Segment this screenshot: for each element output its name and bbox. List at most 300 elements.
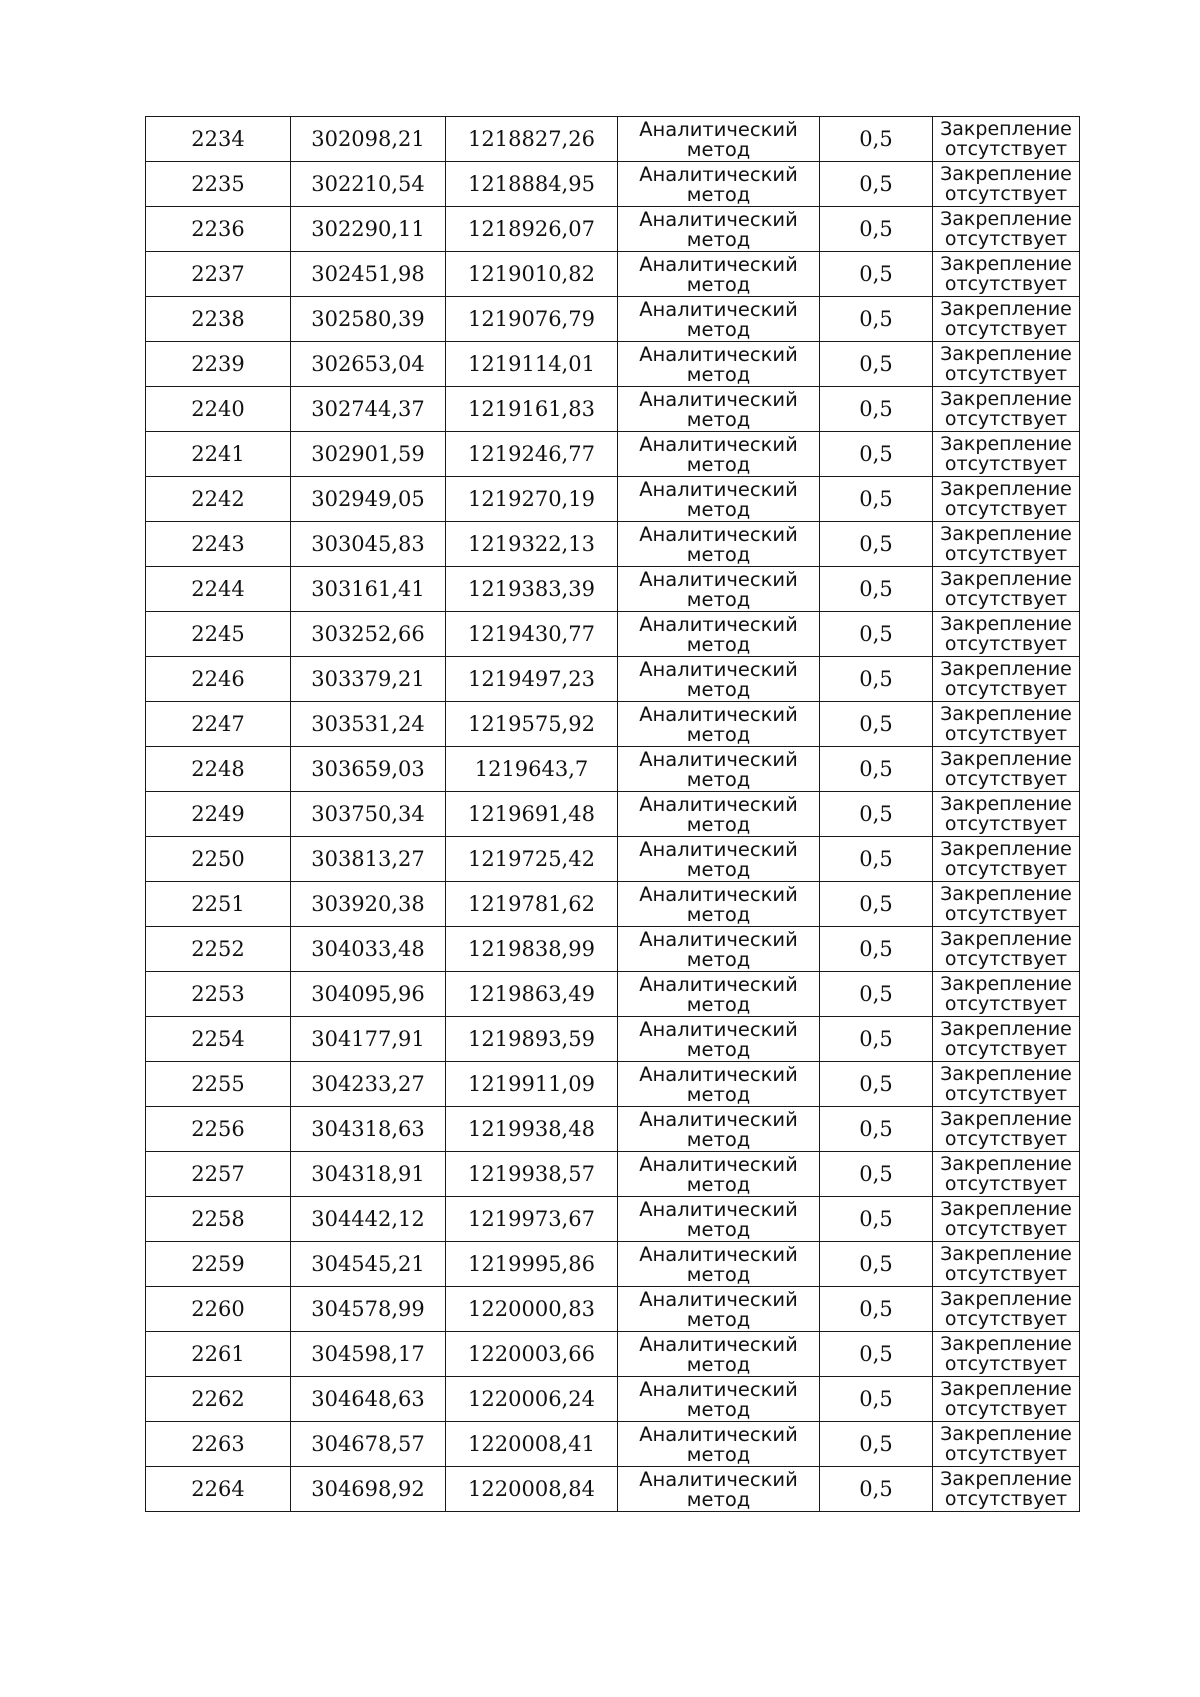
point-number-cell: 2246 <box>146 657 291 702</box>
fixation-line-1: Закрепление <box>940 1017 1072 1040</box>
x-coordinate-cell: 304678,57 <box>291 1422 446 1467</box>
fixation-line-1: Закрепление <box>940 1197 1072 1220</box>
table-row <box>146 702 1080 747</box>
method-line-2: метод <box>686 1442 751 1466</box>
y-coordinate-cell: 1219893,59 <box>446 1017 618 1062</box>
point-number-cell: 2264 <box>146 1467 291 1512</box>
y-coordinate-cell: 1219575,92 <box>446 702 618 747</box>
fixation-line-1: Закрепление <box>940 387 1072 410</box>
method-line-2: метод <box>686 902 751 926</box>
accuracy-cell: 0,5 <box>820 387 933 432</box>
fixation-line-1: Закрепление <box>940 1107 1072 1130</box>
table-row <box>146 972 1080 1017</box>
x-coordinate-cell: 304698,92 <box>291 1467 446 1512</box>
method-cell <box>618 1107 820 1152</box>
fixation-cell <box>933 612 1080 657</box>
accuracy-cell: 0,5 <box>820 432 933 477</box>
point-number-cell: 2256 <box>146 1107 291 1152</box>
method-line-1: Аналитический <box>639 882 798 906</box>
fixation-line-2: отсутствует <box>944 1352 1068 1375</box>
method-line-1: Аналитический <box>639 252 798 276</box>
table-row <box>146 432 1080 477</box>
table-row <box>146 1422 1080 1467</box>
fixation-line-1: Закрепление <box>940 1152 1072 1175</box>
table-row <box>146 252 1080 297</box>
table-row <box>146 522 1080 567</box>
method-line-1: Аналитический <box>639 1107 798 1131</box>
fixation-line-2: отсутствует <box>944 227 1068 250</box>
y-coordinate-cell: 1219383,39 <box>446 567 618 612</box>
fixation-line-1: Закрепление <box>940 522 1072 545</box>
x-coordinate-cell: 304598,17 <box>291 1332 446 1377</box>
fixation-cell <box>933 1107 1080 1152</box>
method-cell <box>618 1467 820 1512</box>
method-cell <box>618 387 820 432</box>
accuracy-cell: 0,5 <box>820 972 933 1017</box>
y-coordinate-cell: 1220006,24 <box>446 1377 618 1422</box>
method-line-1: Аналитический <box>639 927 798 951</box>
method-cell <box>618 702 820 747</box>
fixation-line-2: отсутствует <box>944 1082 1068 1105</box>
x-coordinate-cell: 303161,41 <box>291 567 446 612</box>
x-coordinate-cell: 302210,54 <box>291 162 446 207</box>
point-number-cell: 2239 <box>146 342 291 387</box>
fixation-cell <box>933 1332 1080 1377</box>
accuracy-cell: 0,5 <box>820 1242 933 1287</box>
x-coordinate-cell: 304095,96 <box>291 972 446 1017</box>
table-row <box>146 567 1080 612</box>
accuracy-cell: 0,5 <box>820 1197 933 1242</box>
fixation-cell <box>933 117 1080 162</box>
method-cell <box>618 432 820 477</box>
method-line-1: Аналитический <box>639 1422 798 1446</box>
method-cell <box>618 1152 820 1197</box>
fixation-cell <box>933 792 1080 837</box>
fixation-line-1: Закрепление <box>940 1422 1072 1445</box>
fixation-cell <box>933 702 1080 747</box>
fixation-line-1: Закрепление <box>940 702 1072 725</box>
fixation-line-1: Закрепление <box>940 747 1072 770</box>
fixation-cell <box>933 747 1080 792</box>
method-line-2: метод <box>686 227 751 251</box>
point-number-cell: 2240 <box>146 387 291 432</box>
x-coordinate-cell: 304648,63 <box>291 1377 446 1422</box>
fixation-line-2: отсутствует <box>944 857 1068 880</box>
fixation-line-2: отсутствует <box>944 182 1068 205</box>
method-cell <box>618 1377 820 1422</box>
method-line-2: метод <box>686 947 751 971</box>
accuracy-cell: 0,5 <box>820 882 933 927</box>
method-cell <box>618 657 820 702</box>
point-number-cell: 2238 <box>146 297 291 342</box>
y-coordinate-cell: 1219010,82 <box>446 252 618 297</box>
fixation-line-2: отсутствует <box>944 1397 1068 1420</box>
method-line-2: метод <box>686 1127 751 1151</box>
x-coordinate-cell: 303750,34 <box>291 792 446 837</box>
table-row <box>146 612 1080 657</box>
fixation-line-2: отсутствует <box>944 992 1068 1015</box>
x-coordinate-cell: 304442,12 <box>291 1197 446 1242</box>
x-coordinate-cell: 302451,98 <box>291 252 446 297</box>
y-coordinate-cell: 1219430,77 <box>446 612 618 657</box>
fixation-cell <box>933 162 1080 207</box>
fixation-line-2: отсутствует <box>944 1442 1068 1465</box>
y-coordinate-cell: 1219322,13 <box>446 522 618 567</box>
accuracy-cell: 0,5 <box>820 1377 933 1422</box>
fixation-line-1: Закрепление <box>940 567 1072 590</box>
coordinates-table-body <box>146 117 1080 1512</box>
x-coordinate-cell: 303531,24 <box>291 702 446 747</box>
y-coordinate-cell: 1219270,19 <box>446 477 618 522</box>
method-line-2: метод <box>686 677 751 701</box>
point-number-cell: 2236 <box>146 207 291 252</box>
method-cell <box>618 1287 820 1332</box>
method-cell <box>618 342 820 387</box>
x-coordinate-cell: 304578,99 <box>291 1287 446 1332</box>
method-line-2: метод <box>686 1172 751 1196</box>
x-coordinate-cell: 302949,05 <box>291 477 446 522</box>
y-coordinate-cell: 1219114,01 <box>446 342 618 387</box>
x-coordinate-cell: 304318,63 <box>291 1107 446 1152</box>
y-coordinate-cell: 1219246,77 <box>446 432 618 477</box>
fixation-line-2: отсутствует <box>944 317 1068 340</box>
y-coordinate-cell: 1219781,62 <box>446 882 618 927</box>
x-coordinate-cell: 304177,91 <box>291 1017 446 1062</box>
method-line-2: метод <box>686 1307 751 1331</box>
method-line-1: Аналитический <box>639 1197 798 1221</box>
method-cell <box>618 612 820 657</box>
fixation-line-1: Закрепление <box>940 1377 1072 1400</box>
fixation-line-1: Закрепление <box>940 792 1072 815</box>
fixation-cell <box>933 252 1080 297</box>
method-line-2: метод <box>686 722 751 746</box>
fixation-line-2: отсутствует <box>944 1307 1068 1330</box>
method-cell <box>618 297 820 342</box>
table-row <box>146 1332 1080 1377</box>
accuracy-cell: 0,5 <box>820 117 933 162</box>
fixation-cell <box>933 1467 1080 1512</box>
fixation-line-1: Закрепление <box>940 837 1072 860</box>
method-line-1: Аналитический <box>639 1152 798 1176</box>
accuracy-cell: 0,5 <box>820 927 933 972</box>
method-line-2: метод <box>686 1037 751 1061</box>
method-cell <box>618 927 820 972</box>
y-coordinate-cell: 1220008,84 <box>446 1467 618 1512</box>
method-line-1: Аналитический <box>639 1242 798 1266</box>
x-coordinate-cell: 302744,37 <box>291 387 446 432</box>
point-number-cell: 2254 <box>146 1017 291 1062</box>
point-number-cell: 2234 <box>146 117 291 162</box>
method-cell <box>618 1422 820 1467</box>
fixation-line-1: Закрепление <box>940 1287 1072 1310</box>
fixation-line-2: отсутствует <box>944 542 1068 565</box>
fixation-line-1: Закрепление <box>940 882 1072 905</box>
fixation-line-1: Закрепление <box>940 477 1072 500</box>
fixation-cell <box>933 207 1080 252</box>
table-row <box>146 927 1080 972</box>
y-coordinate-cell: 1218827,26 <box>446 117 618 162</box>
method-line-1: Аналитический <box>639 522 798 546</box>
x-coordinate-cell: 302098,21 <box>291 117 446 162</box>
fixation-line-1: Закрепление <box>940 972 1072 995</box>
point-number-cell: 2244 <box>146 567 291 612</box>
method-cell <box>618 207 820 252</box>
method-line-2: метод <box>686 497 751 521</box>
method-line-1: Аналитический <box>639 972 798 996</box>
accuracy-cell: 0,5 <box>820 1287 933 1332</box>
table-row <box>146 207 1080 252</box>
method-line-2: метод <box>686 362 751 386</box>
method-line-2: метод <box>686 992 751 1016</box>
x-coordinate-cell: 303252,66 <box>291 612 446 657</box>
fixation-line-2: отсутствует <box>944 722 1068 745</box>
point-number-cell: 2259 <box>146 1242 291 1287</box>
point-number-cell: 2237 <box>146 252 291 297</box>
method-line-2: метод <box>686 857 751 881</box>
fixation-cell <box>933 972 1080 1017</box>
y-coordinate-cell: 1219161,83 <box>446 387 618 432</box>
fixation-line-2: отсутствует <box>944 1037 1068 1060</box>
point-number-cell: 2250 <box>146 837 291 882</box>
x-coordinate-cell: 303920,38 <box>291 882 446 927</box>
fixation-line-2: отсутствует <box>944 1127 1068 1150</box>
method-cell <box>618 882 820 927</box>
method-line-1: Аналитический <box>639 792 798 816</box>
accuracy-cell: 0,5 <box>820 477 933 522</box>
table-row <box>146 342 1080 387</box>
point-number-cell: 2242 <box>146 477 291 522</box>
method-line-1: Аналитический <box>639 162 798 186</box>
accuracy-cell: 0,5 <box>820 522 933 567</box>
method-line-2: метод <box>686 452 751 476</box>
fixation-line-2: отсутствует <box>944 1172 1068 1195</box>
accuracy-cell: 0,5 <box>820 1062 933 1107</box>
method-cell <box>618 567 820 612</box>
method-line-1: Аналитический <box>639 297 798 321</box>
fixation-cell <box>933 1017 1080 1062</box>
method-cell <box>618 477 820 522</box>
accuracy-cell: 0,5 <box>820 1107 933 1152</box>
fixation-cell <box>933 1062 1080 1107</box>
fixation-line-1: Закрепление <box>940 342 1072 365</box>
fixation-cell <box>933 297 1080 342</box>
method-line-1: Аналитический <box>639 1287 798 1311</box>
y-coordinate-cell: 1219863,49 <box>446 972 618 1017</box>
method-cell <box>618 1332 820 1377</box>
point-number-cell: 2252 <box>146 927 291 972</box>
method-line-2: метод <box>686 272 751 296</box>
method-cell <box>618 1062 820 1107</box>
point-number-cell: 2253 <box>146 972 291 1017</box>
table-row <box>146 477 1080 522</box>
y-coordinate-cell: 1219643,7 <box>446 747 618 792</box>
y-coordinate-cell: 1219076,79 <box>446 297 618 342</box>
method-line-2: метод <box>686 632 751 656</box>
x-coordinate-cell: 303379,21 <box>291 657 446 702</box>
fixation-line-2: отсутствует <box>944 812 1068 835</box>
accuracy-cell: 0,5 <box>820 567 933 612</box>
method-line-2: метод <box>686 767 751 791</box>
table-row <box>146 1062 1080 1107</box>
y-coordinate-cell: 1219838,99 <box>446 927 618 972</box>
method-cell <box>618 1197 820 1242</box>
method-cell <box>618 1242 820 1287</box>
method-line-2: метод <box>686 1397 751 1421</box>
table-row <box>146 657 1080 702</box>
fixation-line-1: Закрепление <box>940 207 1072 230</box>
fixation-line-2: отсутствует <box>944 947 1068 970</box>
fixation-line-1: Закрепление <box>940 432 1072 455</box>
method-cell <box>618 1017 820 1062</box>
fixation-cell <box>933 882 1080 927</box>
method-line-1: Аналитический <box>639 207 798 231</box>
table-row <box>146 837 1080 882</box>
accuracy-cell: 0,5 <box>820 837 933 882</box>
method-line-1: Аналитический <box>639 837 798 861</box>
method-line-1: Аналитический <box>639 477 798 501</box>
accuracy-cell: 0,5 <box>820 612 933 657</box>
table-row <box>146 297 1080 342</box>
point-number-cell: 2251 <box>146 882 291 927</box>
method-line-1: Аналитический <box>639 342 798 366</box>
table-row <box>146 1377 1080 1422</box>
table-row <box>146 1152 1080 1197</box>
method-line-1: Аналитический <box>639 1467 798 1491</box>
fixation-line-2: отсутствует <box>944 1217 1068 1240</box>
method-cell <box>618 252 820 297</box>
fixation-line-2: отсутствует <box>944 1262 1068 1285</box>
y-coordinate-cell: 1219938,57 <box>446 1152 618 1197</box>
method-line-2: метод <box>686 542 751 566</box>
x-coordinate-cell: 304545,21 <box>291 1242 446 1287</box>
method-line-2: метод <box>686 1262 751 1286</box>
accuracy-cell: 0,5 <box>820 1467 933 1512</box>
accuracy-cell: 0,5 <box>820 792 933 837</box>
table-row <box>146 1107 1080 1152</box>
point-number-cell: 2262 <box>146 1377 291 1422</box>
point-number-cell: 2260 <box>146 1287 291 1332</box>
point-number-cell: 2235 <box>146 162 291 207</box>
fixation-line-2: отсутствует <box>944 272 1068 295</box>
method-line-1: Аналитический <box>639 1377 798 1401</box>
table-row <box>146 1017 1080 1062</box>
method-line-2: метод <box>686 587 751 611</box>
x-coordinate-cell: 302653,04 <box>291 342 446 387</box>
method-cell <box>618 747 820 792</box>
method-line-2: метод <box>686 407 751 431</box>
accuracy-cell: 0,5 <box>820 702 933 747</box>
fixation-cell <box>933 1152 1080 1197</box>
point-number-cell: 2263 <box>146 1422 291 1467</box>
accuracy-cell: 0,5 <box>820 657 933 702</box>
fixation-line-1: Закрепление <box>940 927 1072 950</box>
point-number-cell: 2248 <box>146 747 291 792</box>
fixation-line-2: отсутствует <box>944 587 1068 610</box>
table-row <box>146 792 1080 837</box>
fixation-cell <box>933 927 1080 972</box>
fixation-line-1: Закрепление <box>940 1467 1072 1490</box>
table-row <box>146 1467 1080 1512</box>
x-coordinate-cell: 302290,11 <box>291 207 446 252</box>
y-coordinate-cell: 1219691,48 <box>446 792 618 837</box>
table-row <box>146 747 1080 792</box>
fixation-line-2: отсутствует <box>944 902 1068 925</box>
fixation-cell <box>933 1377 1080 1422</box>
accuracy-cell: 0,5 <box>820 1152 933 1197</box>
accuracy-cell: 0,5 <box>820 1332 933 1377</box>
fixation-line-2: отсутствует <box>944 452 1068 475</box>
table-row <box>146 162 1080 207</box>
x-coordinate-cell: 303659,03 <box>291 747 446 792</box>
method-line-1: Аналитический <box>639 387 798 411</box>
method-cell <box>618 792 820 837</box>
table-row <box>146 387 1080 432</box>
method-line-2: метод <box>686 137 751 161</box>
fixation-line-2: отсутствует <box>944 632 1068 655</box>
method-line-2: метод <box>686 1082 751 1106</box>
point-number-cell: 2241 <box>146 432 291 477</box>
method-cell <box>618 522 820 567</box>
fixation-cell <box>933 1422 1080 1467</box>
fixation-line-1: Закрепление <box>940 297 1072 320</box>
fixation-line-2: отсутствует <box>944 677 1068 700</box>
fixation-line-2: отсутствует <box>944 767 1068 790</box>
point-number-cell: 2257 <box>146 1152 291 1197</box>
method-cell <box>618 972 820 1017</box>
y-coordinate-cell: 1220008,41 <box>446 1422 618 1467</box>
point-number-cell: 2261 <box>146 1332 291 1377</box>
method-line-1: Аналитический <box>639 117 798 141</box>
method-cell <box>618 117 820 162</box>
method-line-1: Аналитический <box>639 612 798 636</box>
y-coordinate-cell: 1219973,67 <box>446 1197 618 1242</box>
method-line-2: метод <box>686 812 751 836</box>
method-cell <box>618 837 820 882</box>
fixation-line-2: отсутствует <box>944 497 1068 520</box>
method-line-2: метод <box>686 1487 751 1511</box>
x-coordinate-cell: 304033,48 <box>291 927 446 972</box>
method-line-1: Аналитический <box>639 567 798 591</box>
fixation-cell <box>933 567 1080 612</box>
fixation-line-1: Закрепление <box>940 252 1072 275</box>
method-line-1: Аналитический <box>639 1062 798 1086</box>
fixation-line-2: отсутствует <box>944 362 1068 385</box>
point-number-cell: 2255 <box>146 1062 291 1107</box>
table-row <box>146 117 1080 162</box>
table-row <box>146 1197 1080 1242</box>
fixation-line-1: Закрепление <box>940 612 1072 635</box>
point-number-cell: 2249 <box>146 792 291 837</box>
fixation-cell <box>933 1242 1080 1287</box>
y-coordinate-cell: 1219995,86 <box>446 1242 618 1287</box>
method-line-1: Аналитический <box>639 1332 798 1356</box>
fixation-line-1: Закрепление <box>940 657 1072 680</box>
fixation-line-2: отсутствует <box>944 407 1068 430</box>
table-row <box>146 1287 1080 1332</box>
fixation-line-2: отсутствует <box>944 137 1068 160</box>
fixation-cell <box>933 342 1080 387</box>
accuracy-cell: 0,5 <box>820 342 933 387</box>
accuracy-cell: 0,5 <box>820 747 933 792</box>
fixation-cell <box>933 657 1080 702</box>
x-coordinate-cell: 302580,39 <box>291 297 446 342</box>
fixation-cell <box>933 1287 1080 1332</box>
accuracy-cell: 0,5 <box>820 207 933 252</box>
method-cell <box>618 162 820 207</box>
y-coordinate-cell: 1219725,42 <box>446 837 618 882</box>
accuracy-cell: 0,5 <box>820 162 933 207</box>
x-coordinate-cell: 304233,27 <box>291 1062 446 1107</box>
